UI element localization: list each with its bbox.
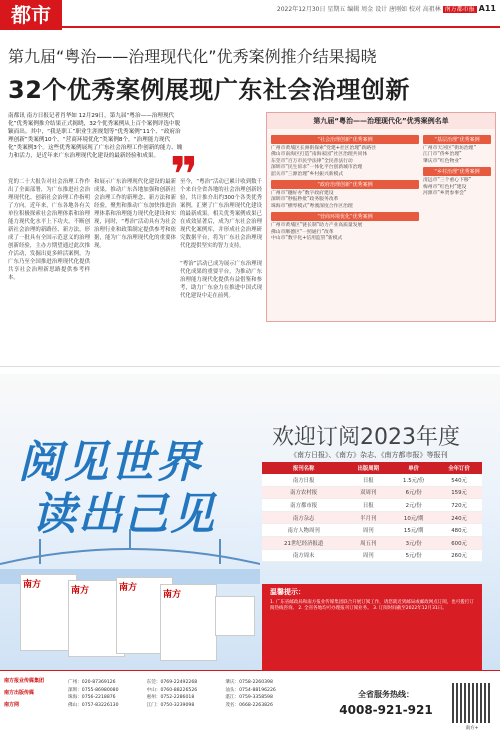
article-headline: 32个优秀案例展现广东社会治理创新 xyxy=(8,76,410,104)
award-list-title: 第九届“粤治——治理现代化”优秀案例名单 xyxy=(267,113,495,129)
newspaper-cover: 南方 xyxy=(160,584,217,661)
table-row: 南方农村报 双周刊 6元/份 159元 xyxy=(262,486,482,499)
category-label: “政府治理创新”优秀案例 xyxy=(271,180,419,189)
page-number: A11 xyxy=(478,4,496,13)
list-item: 清远市“三个重心下移” xyxy=(423,178,472,184)
list-item: 广州市“穗好办”数字政府建设 xyxy=(271,191,334,197)
contact-item: 湛江：0759-3358598 xyxy=(225,695,273,701)
footer-logos xyxy=(4,677,64,713)
page-footer xyxy=(0,670,500,751)
contact-item: 珠海：0756-2218876 xyxy=(68,695,116,701)
note-title: 温馨提示： xyxy=(270,588,305,596)
hotline-label: 全省服务热线： xyxy=(358,690,414,699)
list-item: 佛山市南海区打造“南海家园”社区治理共同体 xyxy=(271,152,368,158)
note-text: 1. 广东省邮政局和南方报业传媒集团联合开展订阅工作，请您就近到邮局或邮政网点订阅，也可拨打订阅热线咨询。 2. 全省各地均可办理报刊订阅业务。 3. 订阅时间截至2022年12月31日。 xyxy=(270,600,474,612)
contact-item: 肇庆：0758-2260398 xyxy=(225,680,273,685)
header-rule xyxy=(62,26,500,28)
section-divider xyxy=(0,366,500,367)
article-col-4: “粤治”活动已成为展示广东治理现代化成果的重要平台，为推动广东治理能力现代化提供有益借鉴和参考，助力广东奋力在推进中国式现代化建设中走在前列。 xyxy=(180,261,262,299)
list-item: 珠海市“横琴模式”粤澳深度合作区治理 xyxy=(271,203,353,209)
table-row: 南方周末 周刊 5元/份 260元 xyxy=(262,549,482,562)
list-item: 广州市天河区“街坊治理” xyxy=(423,146,476,151)
article-col-2: 和展示广东治理现代化建设的最新成果，推动广东各地加强和创新社会治理工作的新理念、新方法和新经验，聚焦和推动广东加快推进治理体系和治理能力现代化建设和实现，同时，“粤治”活动具有为社会治理行业和政策制定提供参考和依据，能为广东治理现代化的重要体现。 xyxy=(94,179,176,249)
category-label: “社会治理创新”优秀案例 xyxy=(271,135,419,144)
list-item: 河源市“乡贤参事会” xyxy=(423,191,467,197)
qr-label: 南方+ xyxy=(465,726,479,731)
list-item: 深圳市“秒报秒批”政务服务改革 xyxy=(271,197,339,203)
contact-item: 佛山：0757-83226130 xyxy=(68,702,119,708)
table-header: 全年订价 xyxy=(436,462,482,474)
list-item: 江门市“侨乡治理” xyxy=(423,152,462,158)
newspaper-cover: 南方 xyxy=(20,574,77,651)
table-row: 南方日报 日报 1.5元/份 540元 xyxy=(262,474,482,486)
category-label: “营商环境优化”优秀案例 xyxy=(271,212,419,221)
subscription-note xyxy=(262,584,482,670)
table-row: 南方杂志 半月刊 10元/期 240元 xyxy=(262,511,482,524)
logo-3: 南方网 xyxy=(4,702,20,708)
ad-slogan-1: 阅见世界 xyxy=(18,437,202,488)
ad-subline: 《南方日报》、《南方》杂志、《南方都市报》等报刊 xyxy=(290,451,448,459)
contact-list xyxy=(68,679,298,709)
article-col-3: 至今，“粤治”活动已累计收到数千个来自全省各地的社会治理创新经验，共计推介出约300个各类优秀案例，汇聚了广东治理现代化建设的最新成果。相关优秀案例成果已在成效显著后，成为广东社会治理现代化案例库，并形成社会治理研究数据平台，将为广东社会治理现代化提供坚实的智力支持。 xyxy=(180,179,262,249)
contact-item: 汕头：0754-88196226 xyxy=(225,687,276,693)
award-list-left xyxy=(271,133,419,242)
newspaper-stack xyxy=(20,574,210,654)
issue-meta: 2022年12月30日 星期五 编辑 周金 设计 唐刚如 校对 高祖林 xyxy=(276,6,441,13)
section-badge: 都市 xyxy=(0,0,62,30)
contact-item: 中山：0760-88226526 xyxy=(146,687,198,693)
table-header: 出版周期 xyxy=(345,462,391,474)
logo-2: 南方出版传媒 xyxy=(4,690,35,696)
table-header: 报刊名称 xyxy=(262,462,345,474)
category-label: “基层治理”优秀案例 xyxy=(423,135,491,144)
ad-slogan-2: 读出己见 xyxy=(32,489,216,540)
ad-headline: 欢迎订阅2023年度 xyxy=(272,425,460,450)
article-lead: 南都讯 南方日报记者肖华如 12月29日，第九届“粤治——治理现代化”优秀案例推介结果正式揭晓，32个优秀案例从上百个案例评选中脱颖而出。其中，“我是职工”职业生涯规划等“优秀案例”11个、“政府治理创新”类案例10个，“营商环境优化”类案例8个，“治理能力现代化”类案例3个。这些优秀案例展现了广东社会治理工作创新的能力、魄力和活力，是近年来广东治理现代化建设的最新经验和成果。 xyxy=(8,113,183,159)
list-item: 深圳市“民生诉求”一体化平台创新城市治理 xyxy=(271,165,363,171)
contact-item: 东莞：0769-22492268 xyxy=(146,680,198,685)
logo-1: 南方报业传媒集团 xyxy=(4,678,45,684)
table-row: 21世纪经济报道 周五刊 3元/份 600元 xyxy=(262,536,482,549)
category-label: “乡村治理”优秀案例 xyxy=(423,167,491,176)
article-subtitle: 第九届“粤治——治理现代化”优秀案例推介结果揭晓 xyxy=(8,47,377,66)
qr-code-icon xyxy=(215,596,255,636)
list-item: 肇庆市“红色物业” xyxy=(423,158,462,164)
table-header: 单价 xyxy=(391,462,436,474)
contact-item: 深圳：0755-86980080 xyxy=(68,687,119,693)
list-item: 东莞市“百万市民学法律”全民普法行动 xyxy=(271,158,353,164)
contact-item: 江门：0750-3239098 xyxy=(146,702,195,708)
magazine-cover: 南方 xyxy=(116,577,173,654)
contact-item: 广州：020-87369126 xyxy=(68,680,116,685)
contact-item: 惠州：0752-2286018 xyxy=(146,695,195,701)
subscription-ad xyxy=(0,374,500,670)
qr-code-icon xyxy=(452,683,492,723)
table-row: 南方都市报 日报 2元/份 720元 xyxy=(262,499,482,512)
award-list-right xyxy=(423,133,491,197)
hotline-block xyxy=(336,689,436,717)
article-col-1: 党的二十大报告对社会治理工作作出了全面部署，为广东推进社会治理现代化、创新社会治理工作指明了方向。近年来，广东各地各有关单位积极探索社会治理体系和治理能力现代化水平上下功夫，不断创新社会治理的新路径、新方法，形成了一批具有全国示范意义的治理创新经验，主办方期望通过此次推介活动，发掘出更多鲜活案例，为广东乃至全国推进治理现代化提供共享社会治理新思路提供参考样本。 xyxy=(8,179,90,281)
hotline-number: 4008-921-921 xyxy=(339,703,433,717)
list-item: 韶关市“三源治理”乡村振兴新模式 xyxy=(271,171,344,177)
list-item: 广州市黄埔区“链长制”助力产业高质量发展 xyxy=(271,223,363,229)
table-row: 南方人物周刊 周刊 15元/期 480元 xyxy=(262,524,482,537)
price-table xyxy=(262,462,482,562)
award-list-box xyxy=(266,112,496,322)
edition-badge: 南方都市报 xyxy=(444,6,475,13)
list-item: 梅州市“红色村”建设 xyxy=(423,184,467,190)
quote-mark-icon: ❞ xyxy=(170,147,199,203)
newspaper-cover: 南方 xyxy=(68,580,125,657)
list-item: 广州市黄埔区长洲街探索“党建+社区治理”新路径 xyxy=(271,146,376,151)
page-header xyxy=(0,0,500,30)
header-meta xyxy=(277,4,496,13)
list-item: 佛山市顺德区“一照通行”改革 xyxy=(271,229,334,235)
list-item: 中山市“数字化+信用监管”新模式 xyxy=(271,236,343,242)
contact-item: 茂名：0668-2263826 xyxy=(225,702,273,708)
